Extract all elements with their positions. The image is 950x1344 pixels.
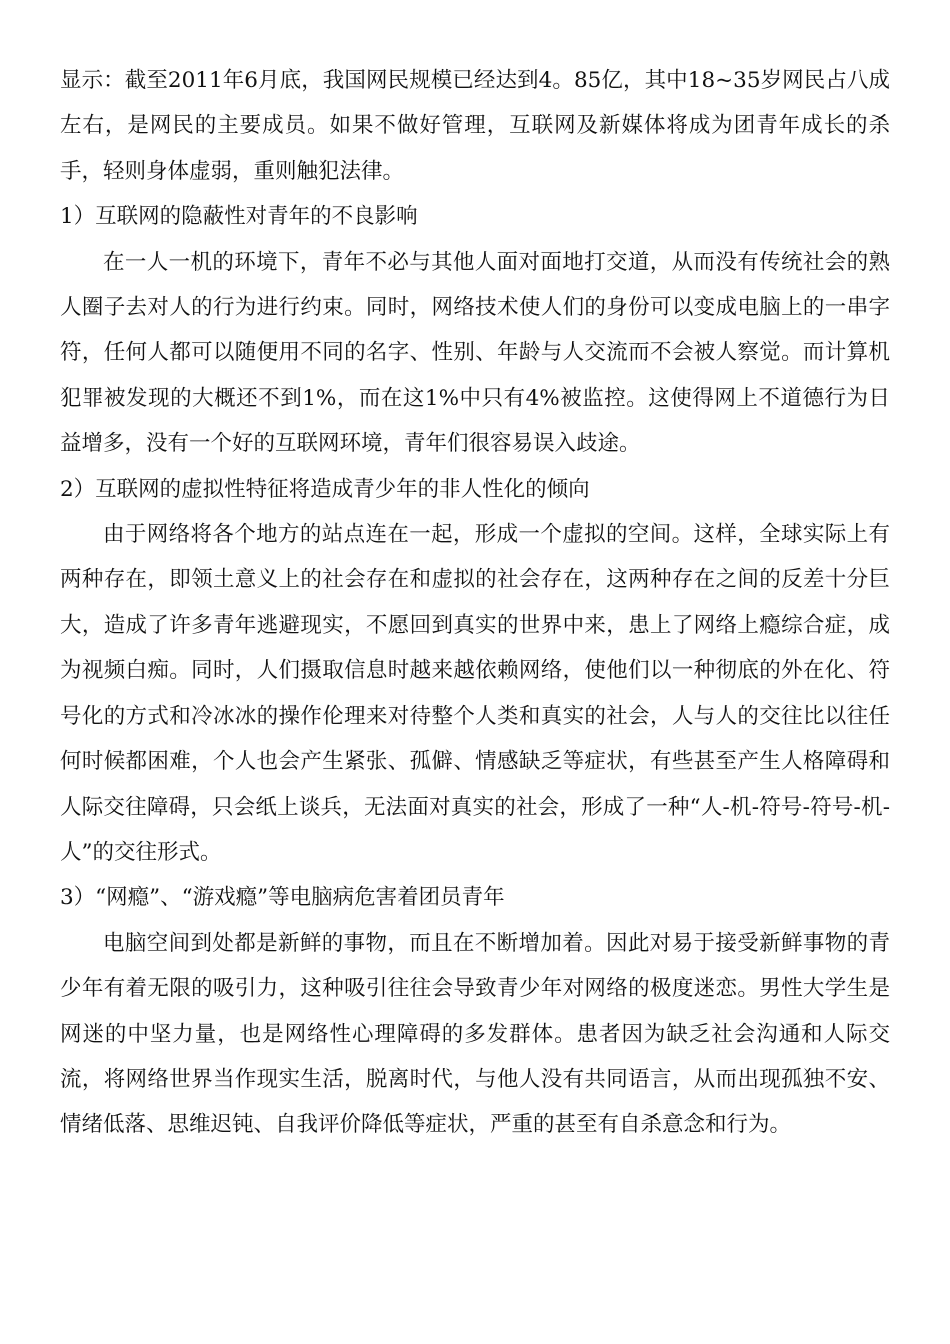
section-heading: 3）“网瘾”、“游戏瘾”等电脑病危害着团员青年 (60, 885, 505, 911)
body-paragraph: 由于网络将各个地方的站点连在一起，形成一个虚拟的空间。这样，全球实际上有两种存在，即领土意义上的社会存在和虚拟的社会存在，这两种存在之间的反差十分巨大，造成了许多青年逃避现实，不愿回到真实的世界中来，患上了网络上瘾综合症，成为视频白痴。同时，人们摄取信息时越来越依赖网络，使他们以一种彻底的外在化、符号化的方式和冷冰冰的操作伦理来对待整个人类和真实的社会，人与人的交往比以往任何时候都困难，个人也会产生紧张、孤僻、情感缺乏等症状，有些甚至产生人格障碍和人际交往障碍，只会纸上谈兵，无法面对真实的社会，形成了一种“人-机-符号-符号-机-人”的交往形式。 (60, 522, 890, 865)
document-page (60, 58, 890, 1148)
body-paragraph: 显示：截至2011年6月底，我国网民规模已经达到4。85亿，其中18~35岁网民占八成左右，是网民的主要成员。如果不做好管理，互联网及新媒体将成为团青年成长的杀手，轻则身体虚弱，重则触犯法律。 (60, 68, 890, 184)
section-heading: 2）互联网的虚拟性特征将造成青少年的非人性化的倾向 (60, 476, 590, 502)
section-heading: 1）互联网的隐蔽性对青年的不良影响 (60, 204, 418, 230)
body-paragraph: 电脑空间到处都是新鲜的事物，而且在不断增加着。因此对易于接受新鲜事物的青少年有着无限的吸引力，这种吸引往往会导致青少年对网络的极度迷恋。男性大学生是网迷的中坚力量，也是网络性心理障碍的多发群体。患者因为缺乏社会沟通和人际交流，将网络世界当作现实生活，脱离时代，与他人没有共同语言，从而出现孤独不安、情绪低落、思维迟钝、自我评价降低等症状，严重的甚至有自杀意念和行为。 (60, 930, 890, 1138)
body-paragraph: 在一人一机的环境下，青年不必与其他人面对面地打交道，从而没有传统社会的熟人圈子去对人的行为进行约束。同时，网络技术使人们的身份可以变成电脑上的一串字符，任何人都可以随便用不同的名字、性别、年龄与人交流而不会被人察觉。而计算机犯罪被发现的大概还不到1%，而在这1%中只有4%被监控。这使得网上不道德行为日益增多，没有一个好的互联网环境，青年们很容易误入歧途。 (60, 249, 890, 457)
